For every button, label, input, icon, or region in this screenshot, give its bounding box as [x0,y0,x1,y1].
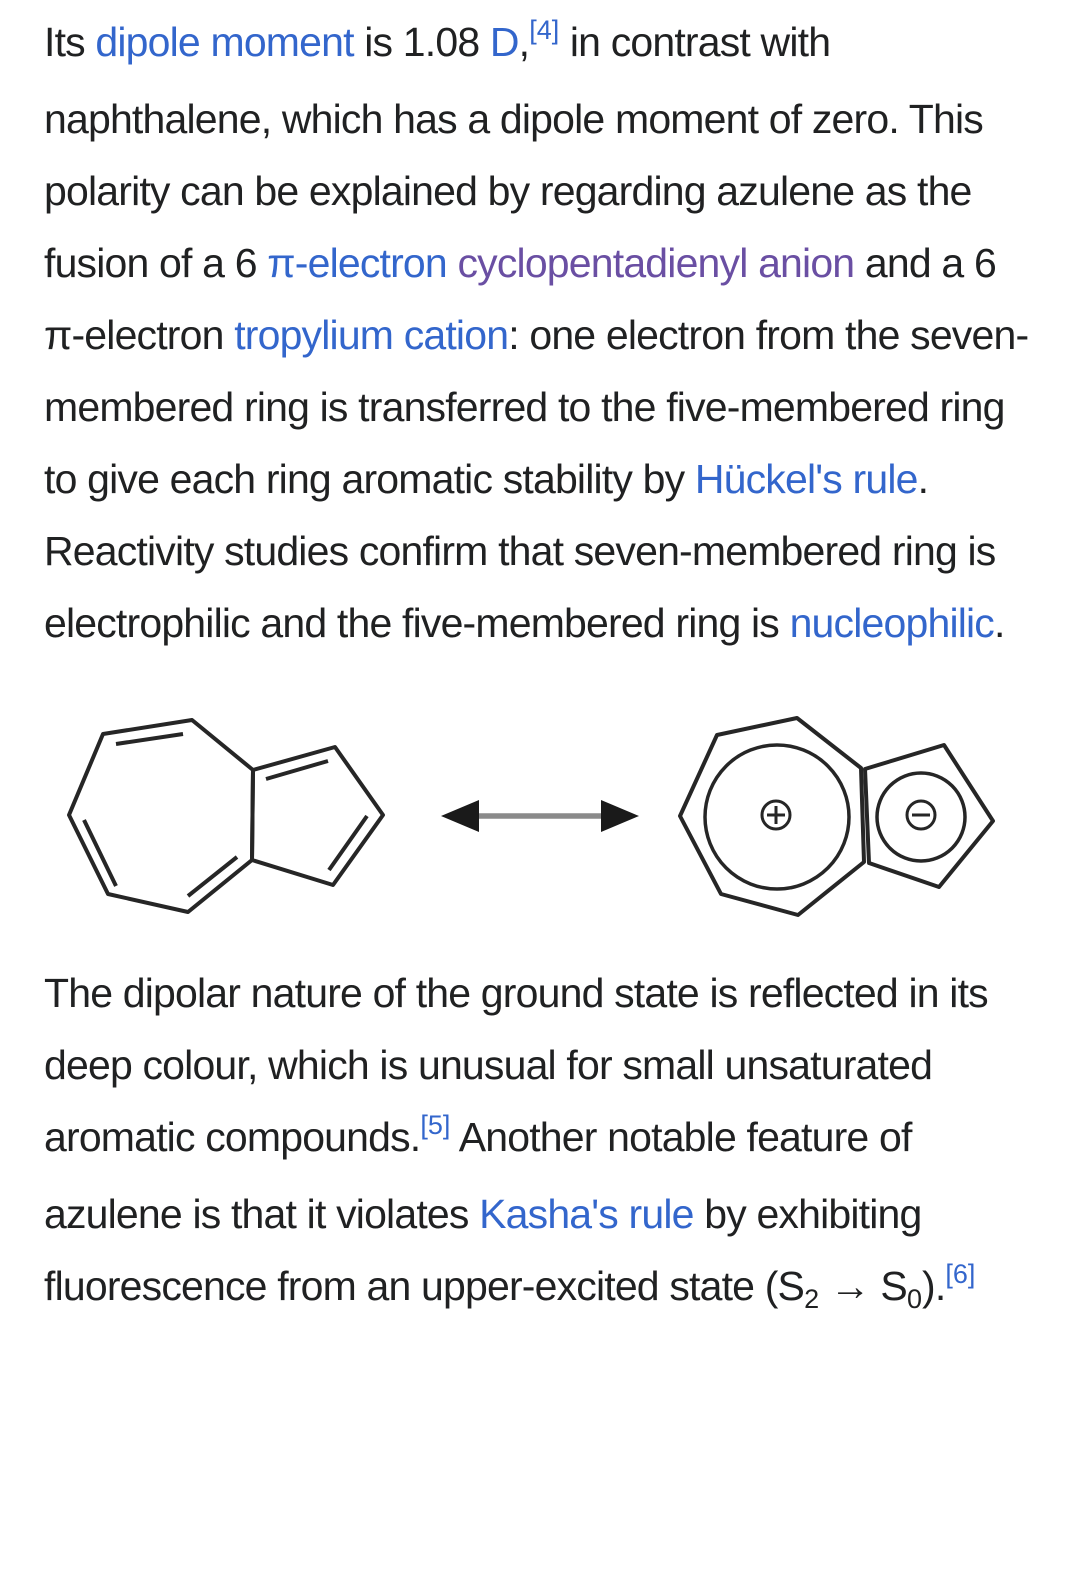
double-bond [116,734,183,744]
subscript-s0: 0 [906,1284,922,1314]
text-segment: in contrast with naphthalene, which has a dipole moment of zero. This polarity can be explained by regarding azulene as the fusion of a 6 [44,19,983,286]
paragraph-polarity [44,6,1038,659]
arrow-head-right [601,800,639,832]
ref-6-link[interactable]: [6] [945,1259,976,1289]
azulene-structure [69,720,383,912]
paragraph-dipolar-nature [44,957,1038,1327]
azulene-resonance-svg [0,704,1080,934]
text-segment [447,240,458,286]
text-segment: : one electron from the seven-membered ring is transferred to the five-membered ring to give each ring aromatic stability by [44,312,1029,502]
text-segment: is 1.08 [353,19,490,65]
ref-5-link[interactable]: [5] [420,1110,451,1140]
link-debye-unit[interactable]: D [489,19,519,65]
text-segment: Its [44,19,96,65]
text-segment: . [994,600,1005,646]
resonance-arrow-icon [441,800,639,832]
minus-charge-icon [907,801,935,829]
link-nucleophilic[interactable]: nucleophilic [789,600,994,646]
link-cyclopentadienyl-anion[interactable]: cyclopentadienyl anion [457,240,855,286]
text-segment: by exhibiting fluorescence from an upper-excited state (S [44,1191,922,1309]
arrow-head-left [441,800,479,832]
text-segment: → S [819,1263,907,1309]
subscript-s2: 2 [804,1284,820,1314]
ref-4-link[interactable]: [4] [529,15,560,45]
link-kashas-rule[interactable]: Kasha's rule [479,1191,694,1237]
link-dipole-moment[interactable]: dipole moment [95,19,354,65]
plus-charge-icon [762,801,790,829]
resonance-structures-figure[interactable] [0,704,1080,934]
text-segment: ). [922,1263,946,1309]
five-membered-ring [252,747,383,885]
seven-membered-ring [69,720,253,912]
link-tropylium-cation[interactable]: tropylium cation [234,312,509,358]
link-pi-electron[interactable]: π-electron [267,240,447,286]
text-segment: Another notable feature of azulene is that it violates [44,1114,912,1237]
text-segment: and a 6 π-electron [44,240,996,358]
five-ring-aromatic-circle [877,773,965,861]
text-segment: . Reactivity studies confirm that seven-membered ring is electrophilic and the five-membered ring is [44,456,996,646]
link-huckels-rule[interactable]: Hückel's rule [694,456,918,502]
dipolar-structure [680,718,993,915]
text-segment: , [518,19,530,65]
text-segment: The dipolar nature of the ground state is reflected in its deep colour, which is unusual for small unsaturated aromatic compounds. [44,970,988,1160]
